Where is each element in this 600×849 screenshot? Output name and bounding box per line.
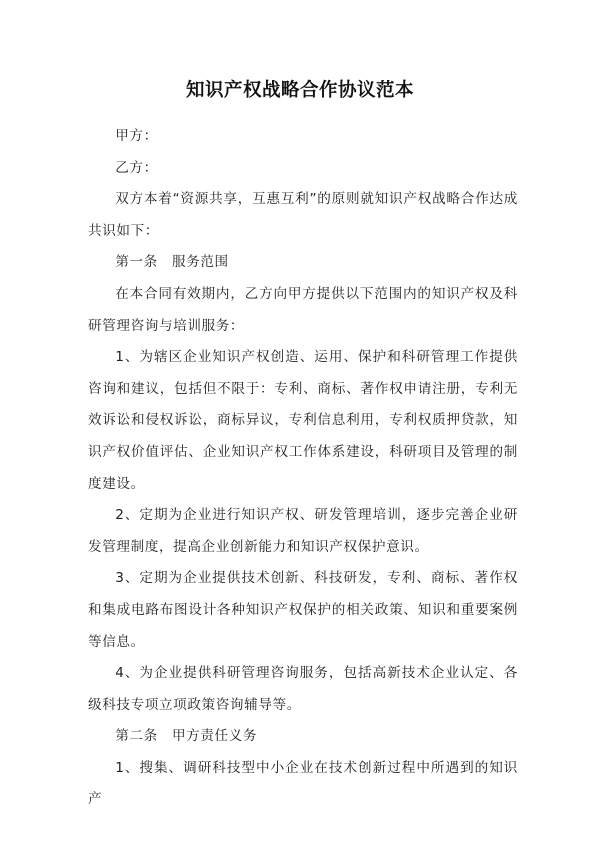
article-1-item-1: 1、为辖区企业知识产权创造、运用、保护和科研管理工作提供咨询和建议，包括但不限于：专利、商标、著作权申请注册，专利无效诉讼和侵权诉讼，商标异议，专利信息利用，专利权质押贷款，知识产权价值评估、企业知识产权工作体系建设，科研项目及管理的制度建设。 — [88, 349, 518, 492]
party-b-line: 乙方： — [115, 159, 158, 176]
party-a-line: 甲方： — [115, 128, 158, 144]
article-2-item-1: 1、搜集、调研科技型中小企业在技术创新过程中所遇到的知识产 — [88, 759, 518, 808]
preamble-paragraph: 双方本着“资源共享，互惠互利”的原则就知识产权战略合作达成共识如下： — [88, 191, 518, 239]
document-title: 知识产权战略合作协议范本 — [185, 80, 414, 101]
article-1-item-3: 3、定期为企业提供技术创新、科技研发，专利、商标、著作权和集成电路布图设计各种知识产权保护的相关政策、知识和重要案例等信息。 — [88, 570, 518, 650]
article-1-heading: 第一条 服务范围 — [115, 254, 229, 271]
article-2-heading: 第二条 甲方责任义务 — [115, 728, 258, 745]
article-1-intro: 在本合同有效期内，乙方向甲方提供以下范围内的知识产权及科研管理咨询与培训服务： — [88, 285, 518, 334]
article-1-item-4: 4、为企业提供科研管理咨询服务，包括高新技术企业认定、各级科技专项立项政策咨询辅导等。 — [88, 665, 518, 713]
article-1-item-2: 2、定期为企业进行知识产权、研发管理培训，逐步完善企业研发管理制度，提高企业创新能力和知识产权保护意识。 — [88, 507, 518, 555]
document-body — [88, 121, 518, 816]
